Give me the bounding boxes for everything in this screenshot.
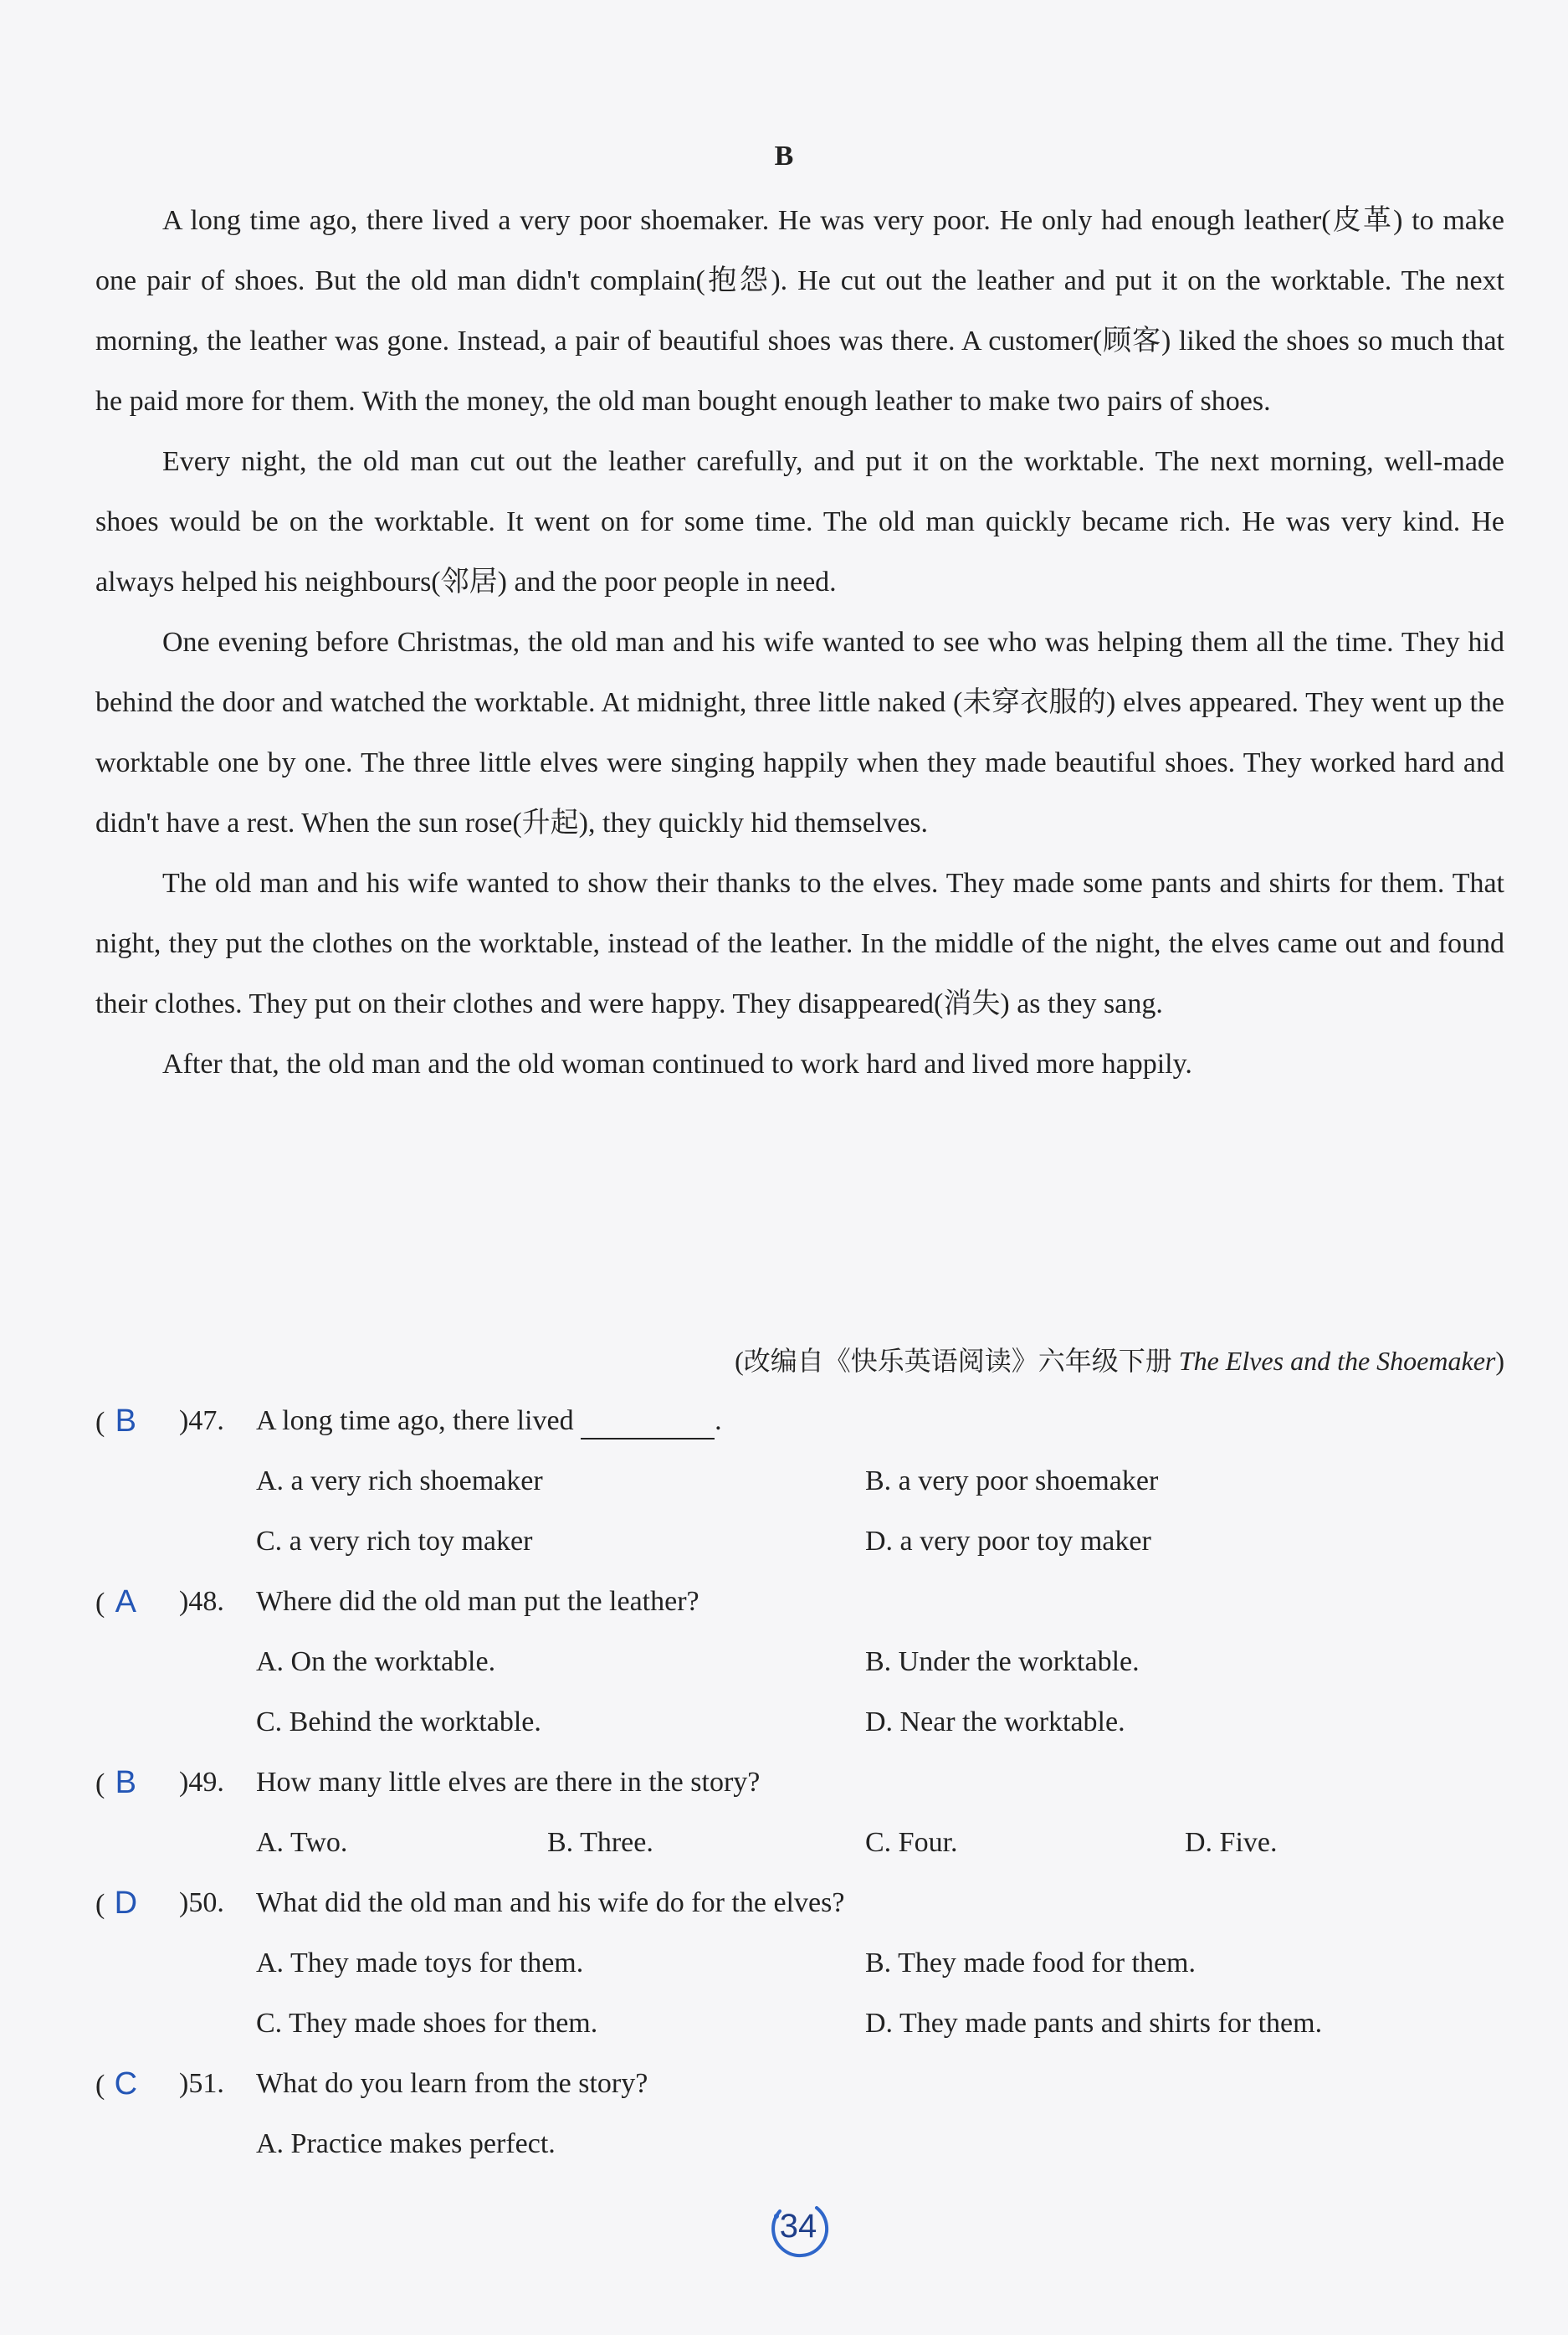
option-c: C. They made shoes for them.	[256, 2008, 598, 2039]
question-text: How many little elves are there in the story?	[256, 1767, 761, 1798]
option-row	[95, 1632, 1518, 1692]
option-c: C. Behind the worktable.	[256, 1706, 541, 1737]
source-prefix: (改编自《快乐英语阅读》六年级下册	[735, 1346, 1179, 1376]
question-48	[95, 1572, 1518, 1632]
passage-paragraph: Every night, the old man cut out the leather carefully, and put it on the worktable. The next morning, well-made shoes would be on the worktable. It went on for some time. The old man quickly became rich. He was very kind. He always helped his neighbours(邻居) and the poor people in need.	[95, 446, 1504, 598]
option-row	[95, 1933, 1518, 1994]
answer-mark: B	[115, 1404, 136, 1439]
reading-passage	[95, 191, 1504, 1095]
option-d: D. Near the worktable.	[865, 1706, 1125, 1737]
option-b: B. They made food for them.	[865, 1948, 1196, 1978]
passage-paragraph: After that, the old man and the old woman continued to work hard and lived more happily.	[162, 1049, 1192, 1080]
paren-open: (	[95, 1768, 105, 1799]
question-number: )47.	[179, 1405, 224, 1436]
passage-paragraph: A long time ago, there lived a very poor shoemaker. He was very poor. He only had enough leather(皮革) to make one pair of shoes. But the old man didn't complain(抱怨). He cut out the leather and put it on the worktable. The next morning, the leather was gone. Instead, a pair of beautiful shoes was there. A customer(顾客) liked the shoes so much that he paid more for them. With the money, the old man bought enough leather to make two pairs of shoes.	[95, 205, 1504, 417]
source-citation	[735, 1331, 1504, 1391]
option-a: A. On the worktable.	[256, 1646, 496, 1677]
section-heading: B	[774, 141, 794, 172]
question-text	[256, 1391, 722, 1451]
question-51	[95, 2054, 1518, 2114]
option-row	[95, 1451, 1518, 1511]
passage-paragraph: The old man and his wife wanted to show their thanks to the elves. They made some pants and shirts for them. That night, they put the clothes on the worktable, instead of the leather. In the middle of the night, the elves came out and found their clothes. They put on their clothes and were happy. They disappeared(消失) as they sang.	[95, 868, 1504, 1019]
question-text: What do you learn from the story?	[256, 2068, 648, 2099]
option-d: D. They made pants and shirts for them.	[865, 2008, 1323, 2039]
question-number: )51.	[179, 2068, 224, 2099]
option-c: C. Four.	[865, 1827, 958, 1858]
option-c: C. a very rich toy maker	[256, 1526, 533, 1557]
passage-paragraph: One evening before Christmas, the old man and his wife wanted to see who was helping them all the time. They hid behind the door and watched the worktable. At midnight, three little naked (未穿衣服的) elves appeared. They went up the worktable one by one. The three little elves were singing happily when they made beautiful shoes. They worked hard and didn't have a rest. When the sun rose(升起), they quickly hid themselves.	[95, 627, 1504, 839]
question-number: )50.	[179, 1887, 224, 1918]
option-row	[95, 1994, 1518, 2054]
page-number	[766, 2196, 830, 2260]
question-47	[95, 1391, 1518, 1451]
question-text: What did the old man and his wife do for the elves?	[256, 1887, 845, 1918]
question-end: .	[715, 1405, 722, 1436]
answer-paren	[95, 1391, 146, 1453]
question-list	[95, 1391, 1518, 2174]
option-row	[95, 1511, 1518, 1572]
answer-mark: A	[115, 1584, 136, 1619]
answer-mark: D	[114, 1886, 138, 1921]
option-row	[95, 1692, 1518, 1753]
question-text: Where did the old man put the leather?	[256, 1586, 699, 1617]
answer-blank	[581, 1406, 715, 1439]
option-a: A. a very rich shoemaker	[256, 1465, 543, 1496]
option-a: A. Two.	[256, 1827, 348, 1858]
option-d: D. Five.	[1185, 1827, 1278, 1858]
paren-open: (	[95, 1407, 105, 1438]
source-suffix: )	[1495, 1346, 1504, 1376]
answer-mark: B	[115, 1765, 136, 1800]
option-b: B. a very poor shoemaker	[865, 1465, 1159, 1496]
question-number: )48.	[179, 1586, 224, 1617]
option-d: D. a very poor toy maker	[865, 1526, 1151, 1557]
answer-paren	[95, 2054, 146, 2116]
answer-paren	[95, 1753, 146, 1814]
option-row	[95, 2114, 1518, 2174]
answer-mark: C	[114, 2066, 138, 2102]
question-49	[95, 1753, 1518, 1813]
source-title: The Elves and the Shoemaker	[1178, 1346, 1496, 1376]
option-a: A. They made toys for them.	[256, 1948, 584, 1978]
answer-paren	[95, 1572, 146, 1634]
option-b: B. Under the worktable.	[865, 1646, 1140, 1677]
option-a: A. Practice makes perfect.	[256, 2128, 556, 2159]
paren-open: (	[95, 1588, 105, 1619]
paren-open: (	[95, 2070, 105, 2101]
question-50	[95, 1873, 1518, 1933]
option-b: B. Three.	[547, 1827, 653, 1858]
answer-paren	[95, 1873, 146, 1935]
question-stem: A long time ago, there lived	[256, 1405, 574, 1436]
question-number: )49.	[179, 1767, 224, 1798]
option-row	[95, 1813, 1518, 1873]
paren-open: (	[95, 1889, 105, 1920]
page-number-text: 34	[779, 2208, 817, 2245]
